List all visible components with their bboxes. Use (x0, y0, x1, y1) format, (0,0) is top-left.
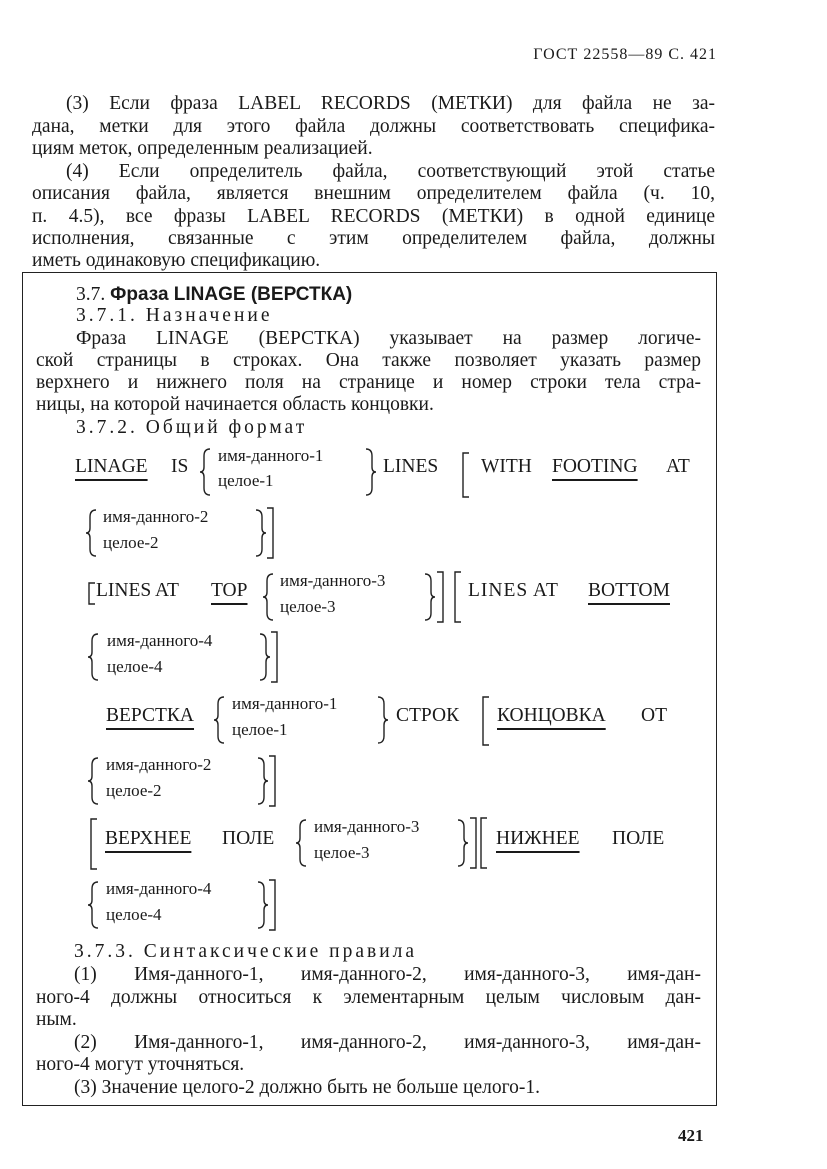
kw-footing: FOOTING (552, 456, 638, 477)
left-brace (88, 633, 100, 681)
right-bracket (266, 507, 274, 559)
right-brace (254, 509, 266, 557)
left-brace (88, 757, 100, 805)
intro-line-2: дана, метки для этого файла должны соответствовать специфика- (32, 116, 715, 137)
integer-3: целое-3 (280, 597, 336, 616)
data-name-3: имя-данного-3 (280, 571, 386, 590)
data-name-1-ru: имя-данного-1 (232, 694, 338, 713)
left-brace (263, 573, 275, 621)
right-bracket (270, 631, 278, 683)
purpose-line-1: Фраза LINAGE (ВЕРСТКА) указывает на размер логиче- (76, 328, 701, 349)
kw-pole-top: ПОЛЕ (222, 828, 275, 849)
rule-line-3: ным. (36, 1009, 77, 1030)
integer-4: целое-4 (107, 657, 163, 676)
integer-4-ru: целое-4 (106, 905, 162, 924)
kw-nizhnee: НИЖНЕЕ (496, 828, 580, 849)
kw-ot: ОТ (641, 705, 667, 726)
integer-2: целое-2 (103, 533, 159, 552)
right-brace (376, 696, 388, 744)
purpose-line-3: верхнего и нижнего поля на странице и номер строки тела стра- (36, 372, 701, 393)
right-bracket (436, 571, 444, 623)
left-brace (296, 819, 308, 867)
kw-lines-at-top: LINES AT (96, 580, 179, 601)
left-brace (214, 696, 226, 744)
purpose-line-4: ницы, на которой начинается область концовки. (36, 394, 434, 415)
right-brace (258, 633, 270, 681)
data-name-2-ru: имя-данного-2 (106, 755, 212, 774)
format-heading: 3.7.2. Общий формат (76, 417, 308, 438)
right-brace (456, 819, 468, 867)
kw-at: AT (666, 456, 690, 477)
rule-line-6: (3) Значение целого-2 должно быть не больше целого-1. (74, 1077, 541, 1098)
left-bracket (462, 452, 470, 498)
right-brace (364, 448, 376, 496)
kw-linage: LINAGE (75, 456, 148, 477)
page-number: 421 (678, 1126, 704, 1145)
kw-top: TOP (211, 580, 248, 601)
intro-line-5: описания файла, является внешним определителем файла (ч. 10, (32, 183, 715, 204)
left-brace (86, 509, 98, 557)
right-brace (256, 881, 268, 929)
rule-line-2: ного-4 должны относиться к элементарным целым числовым дан- (36, 987, 701, 1008)
right-brace (423, 573, 435, 621)
integer-3-ru: целое-3 (314, 843, 370, 862)
data-name-4-ru: имя-данного-4 (106, 879, 212, 898)
kw-is: IS (171, 456, 189, 477)
intro-line-8: иметь одинаковую спецификацию. (32, 250, 321, 271)
right-brace (256, 757, 268, 805)
kw-lines-at-bottom: LINES AT (468, 580, 559, 601)
intro-line-1: (3) Если фраза LABEL RECORDS (МЕТКИ) для файла не за- (66, 93, 715, 114)
purpose-line-2: ской страницы в строках. Она также позволяет указать размер (36, 350, 701, 371)
intro-line-4: (4) Если определитель файла, соответствующий этой статье (66, 161, 715, 182)
left-brace (200, 448, 212, 496)
kw-verstka: ВЕРСТКА (106, 705, 195, 726)
integer-2-ru: целое-2 (106, 781, 162, 800)
intro-line-6: п. 4.5), все фразы LABEL RECORDS (МЕТКИ) в одной единице (32, 206, 715, 227)
kw-pole-bottom: ПОЛЕ (612, 828, 665, 849)
left-bracket (88, 582, 96, 606)
kw-lines: LINES (383, 456, 439, 477)
section-heading (76, 284, 741, 306)
data-name-2: имя-данного-2 (103, 507, 209, 526)
rule-line-5: ного-4 могут уточняться. (36, 1054, 245, 1075)
left-bracket (482, 696, 490, 746)
section-title: Фраза LINAGE (ВЕРСТКА) (110, 284, 353, 305)
left-bracket (90, 818, 98, 870)
left-bracket (480, 817, 488, 869)
kw-bottom: BOTTOM (588, 580, 670, 601)
right-bracket (268, 755, 276, 807)
intro-line-7: исполнения, связанные с этим определителем файла, должны (32, 228, 715, 249)
purpose-heading: 3.7.1. Назначение (76, 305, 273, 326)
left-bracket (454, 571, 462, 623)
integer-1: целое-1 (218, 471, 274, 490)
integer-1-ru: целое-1 (232, 720, 288, 739)
page-header: ГОСТ 22558—89 С. 421 (533, 46, 717, 63)
rule-line-1: (1) Имя-данного-1, имя-данного-2, имя-данного-3, имя-дан- (74, 964, 701, 985)
intro-line-3: циям меток, определенным реализацией. (32, 138, 373, 159)
rule-line-4: (2) Имя-данного-1, имя-данного-2, имя-данного-3, имя-дан- (74, 1032, 701, 1053)
left-brace (88, 881, 100, 929)
kw-strok: СТРОК (396, 705, 460, 726)
kw-verkhnee: ВЕРХНЕЕ (105, 828, 192, 849)
right-bracket (268, 879, 276, 931)
kw-with: WITH (481, 456, 532, 477)
data-name-1: имя-данного-1 (218, 446, 324, 465)
right-bracket (469, 817, 477, 869)
syntax-heading: 3.7.3. Синтаксические правила (74, 941, 418, 962)
data-name-4: имя-данного-4 (107, 631, 213, 650)
data-name-3-ru: имя-данного-3 (314, 817, 420, 836)
section-number: 3.7. (76, 284, 106, 305)
kw-kontsovka: КОНЦОВКА (497, 705, 606, 726)
